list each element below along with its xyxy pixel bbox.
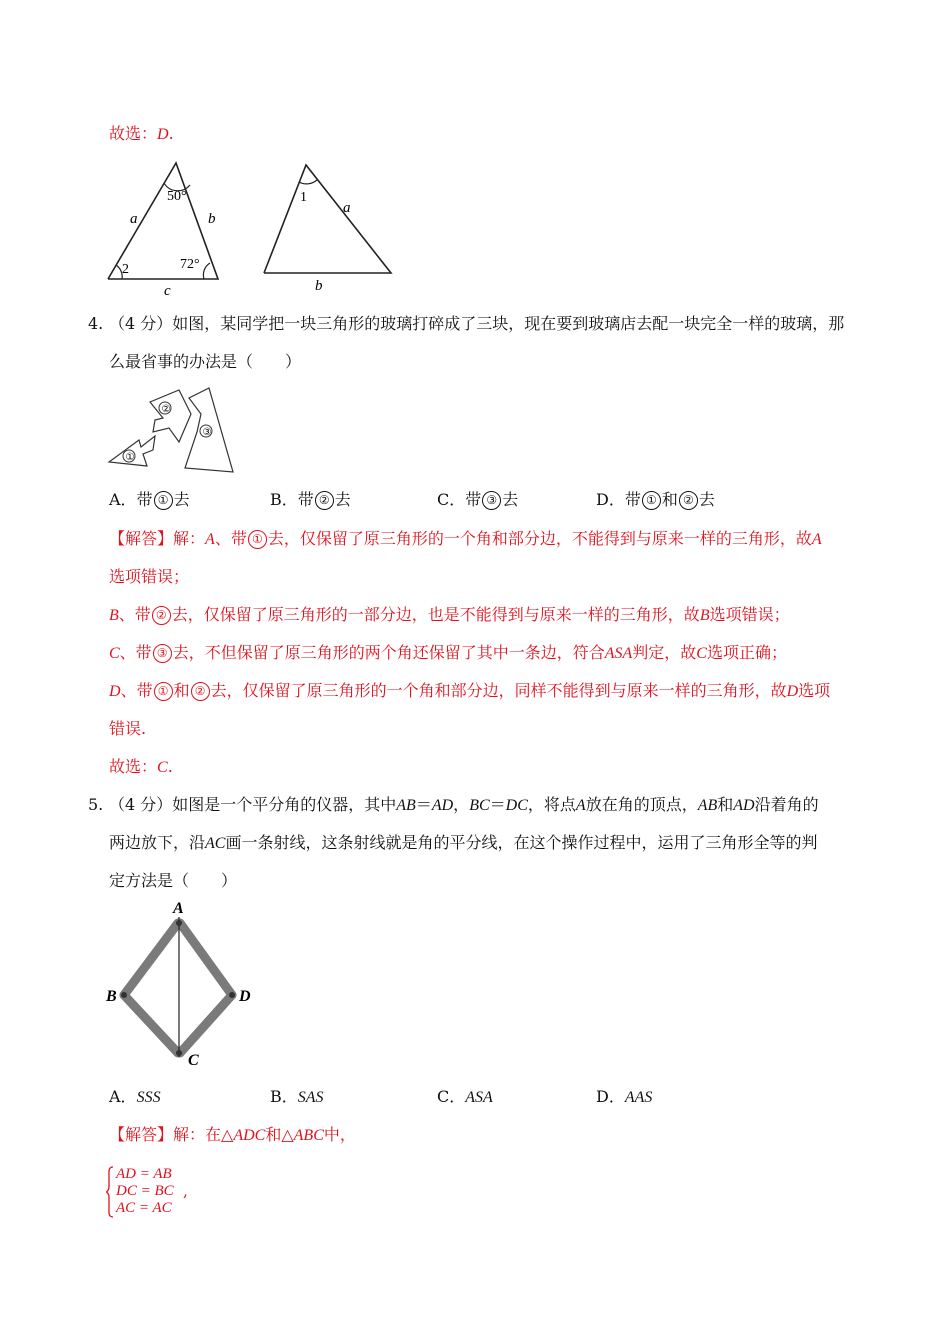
svg-text:①: ① <box>125 452 135 463</box>
vertex-d-label: D <box>239 988 251 1005</box>
left-brace <box>105 1166 115 1218</box>
vertex-c-label: C <box>188 1052 199 1069</box>
equation-3: AC = AC <box>116 1200 172 1216</box>
q4-solution-line4: C、带 ③ 去，不但保留了原三角形的两个角还保留了其中一条边，符合ASA判定，故C选项正确； <box>109 643 787 662</box>
side-a-label: a <box>130 211 138 227</box>
side-b-label: b <box>208 211 216 227</box>
glass-piece-1 <box>109 436 155 466</box>
vertex-a-label: A <box>173 900 184 917</box>
q4-option-d[interactable]: D．带 ① 和 ② 去 <box>596 490 715 509</box>
q5-option-b[interactable]: B．SAS <box>270 1087 324 1106</box>
right-triangle <box>264 165 391 294</box>
angle-72-label: 72° <box>180 257 200 272</box>
side-a2-label: a <box>343 200 351 216</box>
q5-stem-line2: 两边放下，沿AC画一条射线，这条射线就是角的平分线，在这个操作过程中，运用了三角形全等的判 <box>109 833 818 852</box>
q4-solution-line1: 【解答】解：A、带 ① 去，仅保留了原三角形的一个角和部分边，不能得到与原来一样的三角形，故A <box>109 529 822 548</box>
glass-piece-2 <box>150 390 191 442</box>
q4-option-a[interactable]: A．带 ① 去 <box>109 490 190 509</box>
svg-text:③: ③ <box>202 427 212 438</box>
vertex-b-label: B <box>106 988 117 1005</box>
glass-piece-3 <box>185 388 233 472</box>
triangles-figure <box>100 155 400 295</box>
q5-stem-line1: （4 分）如图是一个平分角的仪器，其中AB＝AD，BC＝DC，将点A放在角的顶点，AB和AD沿着角的 <box>109 795 819 814</box>
equation-system <box>105 1166 215 1220</box>
left-triangle <box>108 163 218 295</box>
glass-pieces-figure <box>105 384 240 476</box>
q5-option-d[interactable]: D．AAS <box>596 1087 653 1106</box>
q3-answer-line: 故选：D. <box>109 124 174 143</box>
q4-option-c[interactable]: C．带 ③ 去 <box>437 490 519 509</box>
side-c-label: c <box>164 283 171 295</box>
q4-answer-line: 故选：C. <box>109 757 173 776</box>
q4-solution-line2: 选项错误； <box>109 567 190 586</box>
q4-stem-line2: 么最省事的办法是（ ） <box>109 352 302 371</box>
q5-option-c[interactable]: C．ASA <box>437 1087 493 1106</box>
equation-1: AD = AB <box>116 1166 172 1182</box>
angle-1-label: 1 <box>300 190 307 205</box>
angle-2-label: 2 <box>122 262 129 277</box>
q4-solution-line5: D、带 ① 和 ② 去，仅保留了原三角形的一个角和部分边，同样不能得到与原来一样的三角形，故D选项 <box>109 681 831 700</box>
side-b2-label: b <box>315 278 323 294</box>
equation-2: DC = BC <box>116 1183 174 1199</box>
bisector-instrument-figure <box>100 895 270 1070</box>
equation-comma: , <box>183 1182 188 1200</box>
svg-text:②: ② <box>161 404 171 415</box>
q4-solution-line6: 错误. <box>109 719 147 738</box>
q4-solution-line3: B、带 ② 去，仅保留了原三角形的一部分边，也是不能得到与原来一样的三角形，故B选项错误； <box>109 605 790 624</box>
q5-solution-line1: 【解答】解：在△ADC和△ABC中， <box>109 1125 356 1144</box>
q5-stem-line3: 定方法是（ ） <box>109 871 238 890</box>
q4-option-b[interactable]: B．带 ② 去 <box>270 490 351 509</box>
q4-stem-line1: （4 分）如图，某同学把一块三角形的玻璃打碎成了三块，现在要到玻璃店去配一块完全一样的玻璃，那 <box>109 314 845 333</box>
angle-50-label: 50° <box>167 189 187 204</box>
q5-number: 5. <box>88 795 104 814</box>
q4-number: 4. <box>88 314 104 333</box>
q5-option-a[interactable]: A．SSS <box>109 1087 161 1106</box>
